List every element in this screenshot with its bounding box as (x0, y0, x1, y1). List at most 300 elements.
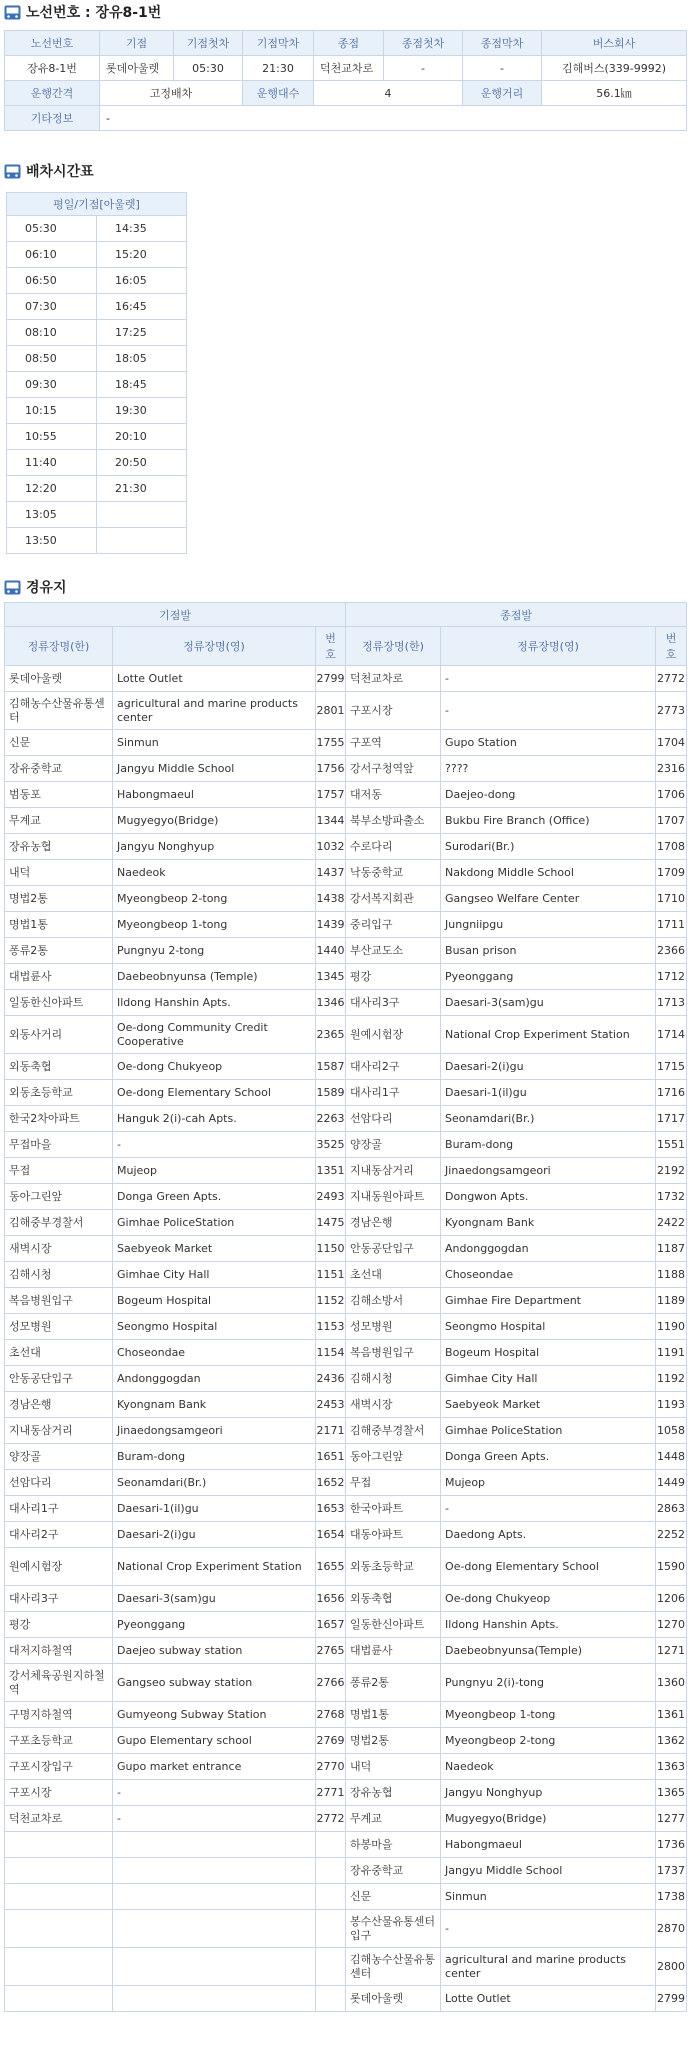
table-row (5, 1638, 687, 1664)
table-row (5, 1080, 687, 1106)
stop-name-kr: 대사리3구 (5, 1586, 113, 1612)
table-row (5, 1612, 687, 1638)
stop-number: 2772 (316, 1806, 346, 1832)
stop-name-kr (5, 1986, 113, 2012)
stop-name-en: Ildong Hanshin Apts. (441, 1612, 656, 1638)
table-row (5, 860, 687, 886)
stop-name-en: - (113, 1132, 316, 1158)
col-company: 버스회사 (542, 31, 687, 56)
count-label: 운행대수 (243, 81, 314, 106)
stop-name-en: Saebyeok Market (441, 1392, 656, 1418)
stop-name-kr (5, 1884, 113, 1910)
stop-number (316, 1884, 346, 1910)
table-row (5, 808, 687, 834)
stop-number: 1712 (656, 964, 687, 990)
stop-name-kr: 롯데아울렛 (346, 1986, 441, 2012)
stop-number: 1190 (656, 1314, 687, 1340)
stop-name-en: Mujeop (441, 1470, 656, 1496)
col-kr-terminal: 정류장명(한) (346, 627, 441, 666)
stop-number: 1706 (656, 782, 687, 808)
departure-time: 18:05 (97, 346, 187, 372)
stop-name-kr: 한국아파트 (346, 1496, 441, 1522)
stop-name-kr: 경남은행 (5, 1392, 113, 1418)
stop-number: 1277 (656, 1806, 687, 1832)
stop-number: 1655 (316, 1548, 346, 1586)
stop-number: 1711 (656, 912, 687, 938)
stop-name-kr: 성모병원 (5, 1314, 113, 1340)
schedule-row (7, 372, 187, 398)
group-origin-header: 기점발 (5, 603, 346, 627)
schedule-heading (4, 161, 690, 181)
stop-name-kr: 안동공단입구 (5, 1366, 113, 1392)
departure-time: 08:50 (7, 346, 97, 372)
route-info-header-row (5, 31, 687, 56)
stop-name-en: Buram-dong (113, 1444, 316, 1470)
terminal-last-value: - (463, 56, 542, 81)
table-row (5, 834, 687, 860)
stop-name-kr: 양장골 (5, 1444, 113, 1470)
stop-name-kr: 원예시험장 (5, 1548, 113, 1586)
stop-name-kr: 장유농협 (346, 1780, 441, 1806)
schedule-row (7, 294, 187, 320)
stop-number: 2772 (656, 666, 687, 692)
stop-number: 1587 (316, 1054, 346, 1080)
stop-name-en: - (113, 1806, 316, 1832)
col-terminal: 종점 (314, 31, 384, 56)
stop-number: 2316 (656, 756, 687, 782)
col-kr-origin: 정류장명(한) (5, 627, 113, 666)
schedule-row (7, 242, 187, 268)
stop-number: 1058 (656, 1418, 687, 1444)
col-no-terminal: 번호 (656, 627, 687, 666)
stop-number: 1365 (656, 1780, 687, 1806)
stop-name-kr: 퐁류2통 (346, 1664, 441, 1702)
stop-name-en: Hanguk 2(i)-cah Apts. (113, 1106, 316, 1132)
table-row (5, 1470, 687, 1496)
stop-name-en: Seonamdari(Br.) (113, 1470, 316, 1496)
stop-name-kr: 내덕 (5, 860, 113, 886)
table-row (5, 1728, 687, 1754)
stop-name-kr: 김해농수산물유통센터 (5, 692, 113, 730)
stop-name-en: Naedeok (113, 860, 316, 886)
col-en-terminal: 정류장명(영) (441, 627, 656, 666)
departure-time: 20:50 (97, 450, 187, 476)
stop-name-en: Seonamdari(Br.) (441, 1106, 656, 1132)
stop-name-en: Choseondae (441, 1262, 656, 1288)
stop-name-kr: 덕천교차로 (346, 666, 441, 692)
stop-number: 1351 (316, 1158, 346, 1184)
schedule-table (6, 192, 187, 554)
table-row (5, 1366, 687, 1392)
stop-number: 1710 (656, 886, 687, 912)
stop-name-kr: 평강 (5, 1612, 113, 1638)
table-row (5, 1184, 687, 1210)
stop-name-kr: 대사리3구 (346, 990, 441, 1016)
stop-name-en: Mugyegyo(Bridge) (113, 808, 316, 834)
table-row (5, 1158, 687, 1184)
stop-number: 1657 (316, 1612, 346, 1638)
departure-time: 09:30 (7, 372, 97, 398)
stop-name-en: Bogeum Hospital (113, 1288, 316, 1314)
stop-name-en: Jungniipgu (441, 912, 656, 938)
table-row (5, 1548, 687, 1586)
stop-number: 1191 (656, 1340, 687, 1366)
stop-number: 1590 (656, 1548, 687, 1586)
bus-icon (4, 164, 21, 179)
stop-name-kr: 외동초등학교 (5, 1080, 113, 1106)
stop-number: 1756 (316, 756, 346, 782)
stop-number: 1153 (316, 1314, 346, 1340)
stop-name-kr: 동아그린앞 (346, 1444, 441, 1470)
col-terminal-first: 종점첫차 (384, 31, 463, 56)
stop-number: 1755 (316, 730, 346, 756)
distance-value: 56.1㎞ (542, 81, 687, 106)
table-row (5, 1806, 687, 1832)
table-row (5, 912, 687, 938)
stop-name-en: Gupo Elementary school (113, 1728, 316, 1754)
stop-name-en: Daesari-1(il)gu (113, 1496, 316, 1522)
stop-number: 2436 (316, 1366, 346, 1392)
bus-icon (4, 580, 21, 595)
departure-time: 06:50 (7, 268, 97, 294)
stop-name-kr: 일동한신아파트 (5, 990, 113, 1016)
stop-name-kr: 일동한신아파트 (346, 1612, 441, 1638)
stop-number: 1708 (656, 834, 687, 860)
stop-name-kr: 평강 (346, 964, 441, 990)
stop-number: 1189 (656, 1288, 687, 1314)
schedule-row (7, 398, 187, 424)
departure-time: 15:20 (97, 242, 187, 268)
table-row (5, 1754, 687, 1780)
stop-name-en: Gimhae PoliceStation (441, 1418, 656, 1444)
stop-name-kr: 구포역 (346, 730, 441, 756)
stop-number: 2263 (316, 1106, 346, 1132)
stop-name-kr (5, 1832, 113, 1858)
departure-time: 16:45 (97, 294, 187, 320)
departure-time: 06:10 (7, 242, 97, 268)
stop-name-en: Oe-dong Elementary School (441, 1548, 656, 1586)
schedule-row (7, 320, 187, 346)
stop-name-en: Jinaedongsamgeori (113, 1418, 316, 1444)
route-heading (4, 577, 690, 597)
departure-time: 10:15 (7, 398, 97, 424)
stop-number: 2252 (656, 1522, 687, 1548)
stop-number: 1738 (656, 1884, 687, 1910)
stop-number: 2863 (656, 1496, 687, 1522)
stop-name-kr: 무계교 (5, 808, 113, 834)
stop-name-en (113, 1884, 316, 1910)
route-info-etc-row (5, 106, 687, 131)
route-info-table (4, 30, 687, 131)
schedule-row (7, 450, 187, 476)
table-row (5, 1948, 687, 1986)
table-row (5, 1236, 687, 1262)
interval-value: 고정배차 (100, 81, 243, 106)
schedule-row (7, 528, 187, 554)
departure-time: 07:30 (7, 294, 97, 320)
departure-time: 18:45 (97, 372, 187, 398)
stop-name-en: Sinmun (441, 1884, 656, 1910)
stop-number: 1206 (656, 1586, 687, 1612)
departure-time: 13:50 (7, 528, 97, 554)
stop-number: 1032 (316, 834, 346, 860)
stop-name-en: Daebeobnyunsa(Temple) (441, 1638, 656, 1664)
stop-name-en: Andonggogdan (441, 1236, 656, 1262)
stop-number: 1270 (656, 1612, 687, 1638)
stop-number: 1192 (656, 1366, 687, 1392)
stop-name-en (113, 1858, 316, 1884)
stop-name-kr: 지내동삼거리 (5, 1418, 113, 1444)
stop-name-en: Jangyu Middle School (113, 756, 316, 782)
stop-name-en: Surodari(Br.) (441, 834, 656, 860)
stop-name-en: Gupo Station (441, 730, 656, 756)
stop-name-kr: 대법륜사 (5, 964, 113, 990)
stop-number: 1440 (316, 938, 346, 964)
stop-name-kr: 대사리1구 (346, 1080, 441, 1106)
stop-name-kr: 새벽시장 (5, 1236, 113, 1262)
stop-name-en: agricultural and marine products center (113, 692, 316, 730)
stop-number: 1345 (316, 964, 346, 990)
stop-number: 1448 (656, 1444, 687, 1470)
stop-name-en: Oe-dong Community Credit Cooperative (113, 1016, 316, 1054)
col-origin-first: 기점첫차 (174, 31, 243, 56)
stop-number: 1151 (316, 1262, 346, 1288)
table-row (5, 1340, 687, 1366)
table-row (5, 1780, 687, 1806)
stop-name-kr: 구명지하철역 (5, 1702, 113, 1728)
stop-name-en (113, 1986, 316, 2012)
stop-name-en: Daejeo subway station (113, 1638, 316, 1664)
stop-name-en: Daejeo-dong (441, 782, 656, 808)
stop-number: 2366 (656, 938, 687, 964)
stop-name-kr: 대저동 (346, 782, 441, 808)
stop-name-kr: 내덕 (346, 1754, 441, 1780)
terminal-first-value: - (384, 56, 463, 81)
stop-number: 2769 (316, 1728, 346, 1754)
stop-name-en: Gimhae City Hall (441, 1366, 656, 1392)
stop-number: 1150 (316, 1236, 346, 1262)
stop-number: 1437 (316, 860, 346, 886)
stop-name-kr: 중리입구 (346, 912, 441, 938)
table-row (5, 1418, 687, 1444)
stop-number: 1187 (656, 1236, 687, 1262)
stop-number: 1363 (656, 1754, 687, 1780)
stop-number: 2801 (316, 692, 346, 730)
schedule-row (7, 476, 187, 502)
stop-name-kr: 낙동중학교 (346, 860, 441, 886)
stop-name-en: - (441, 1910, 656, 1948)
stop-name-en: Donga Green Apts. (113, 1184, 316, 1210)
stop-name-kr: 지내동삼거리 (346, 1158, 441, 1184)
stop-name-en: Pungnyu 2(i)-tong (441, 1664, 656, 1702)
table-row (5, 1016, 687, 1054)
departure-time: 16:05 (97, 268, 187, 294)
stop-name-en: Jinaedongsamgeori (441, 1158, 656, 1184)
schedule-row (7, 346, 187, 372)
departure-time: 13:05 (7, 502, 97, 528)
stop-name-kr: 초선대 (5, 1340, 113, 1366)
table-row (5, 1132, 687, 1158)
stop-name-en: Daesari-2(i)gu (113, 1522, 316, 1548)
table-row (5, 1986, 687, 2012)
stop-name-en: Habongmaeul (113, 782, 316, 808)
stop-name-kr: 무계교 (346, 1806, 441, 1832)
route-info-value-row (5, 56, 687, 81)
stop-name-kr: 선암다리 (5, 1470, 113, 1496)
schedule-row (7, 424, 187, 450)
stop-number: 2766 (316, 1664, 346, 1702)
stop-name-kr (5, 1858, 113, 1884)
stop-name-kr: 구포시장입구 (5, 1754, 113, 1780)
stop-name-en: - (113, 1780, 316, 1806)
stop-name-kr: 동아그린앞 (5, 1184, 113, 1210)
departure-time (97, 502, 187, 528)
stop-number: 1449 (656, 1470, 687, 1496)
table-row (5, 1702, 687, 1728)
stop-name-en: Ildong Hanshin Apts. (113, 990, 316, 1016)
stop-name-en: Kyongnam Bank (113, 1392, 316, 1418)
departure-time: 10:55 (7, 424, 97, 450)
stop-name-kr: 복음병원입구 (346, 1340, 441, 1366)
stop-name-kr: 명법1통 (346, 1702, 441, 1728)
schedule-row (7, 502, 187, 528)
col-origin: 기점 (100, 31, 174, 56)
stop-name-en: Daedong Apts. (441, 1522, 656, 1548)
departure-time: 17:25 (97, 320, 187, 346)
stop-number: 1362 (656, 1728, 687, 1754)
stop-name-en: Sinmun (113, 730, 316, 756)
stop-name-en: Mugyegyo(Bridge) (441, 1806, 656, 1832)
stop-number: 1732 (656, 1184, 687, 1210)
stop-name-kr: 명법2통 (5, 886, 113, 912)
stop-number: 1438 (316, 886, 346, 912)
stop-name-en: Lotte Outlet (113, 666, 316, 692)
stop-name-kr: 외동축협 (346, 1586, 441, 1612)
stop-name-kr: 장유중학교 (5, 756, 113, 782)
schedule-row (7, 216, 187, 242)
table-row (5, 1586, 687, 1612)
stop-name-en: Daesari-1(il)gu (441, 1080, 656, 1106)
stop-name-kr: 김해시청 (346, 1366, 441, 1392)
stop-name-en: Gimhae PoliceStation (113, 1210, 316, 1236)
departure-time: 21:30 (97, 476, 187, 502)
stop-name-kr: 무접마을 (5, 1132, 113, 1158)
departure-time: 12:20 (7, 476, 97, 502)
stop-number: 1651 (316, 1444, 346, 1470)
stop-name-kr: 성모병원 (346, 1314, 441, 1340)
table-row (5, 1054, 687, 1080)
stop-name-kr: 신문 (346, 1884, 441, 1910)
stop-name-en: Pungnyu 2-tong (113, 938, 316, 964)
stop-number: 1439 (316, 912, 346, 938)
origin-first-value: 05:30 (174, 56, 243, 81)
stop-number: 2770 (316, 1754, 346, 1780)
stop-name-kr: 무접 (346, 1470, 441, 1496)
stop-number: 1193 (656, 1392, 687, 1418)
stop-name-en: Jangyu Nonghyup (441, 1780, 656, 1806)
stop-number: 1716 (656, 1080, 687, 1106)
route-stops-table (4, 602, 687, 2012)
stop-number: 2773 (656, 692, 687, 730)
count-value: 4 (314, 81, 463, 106)
stop-name-en: Daebeobnyunsa (Temple) (113, 964, 316, 990)
table-row (5, 756, 687, 782)
stop-name-kr: 안동공단입구 (346, 1236, 441, 1262)
stop-name-en: Lotte Outlet (441, 1986, 656, 2012)
route-title: 경유지 (26, 580, 67, 596)
stop-number: 1715 (656, 1054, 687, 1080)
stop-number: 1704 (656, 730, 687, 756)
stop-name-en: Oe-dong Elementary School (113, 1080, 316, 1106)
stop-name-en: Gimhae Fire Department (441, 1288, 656, 1314)
stop-name-en: Myeongbeop 2-tong (441, 1728, 656, 1754)
stop-name-en: Saebyeok Market (113, 1236, 316, 1262)
stop-name-kr: 대저지하철역 (5, 1638, 113, 1664)
stop-number: 1344 (316, 808, 346, 834)
stop-name-en: Daesari-3(sam)gu (441, 990, 656, 1016)
stop-number: 2453 (316, 1392, 346, 1418)
stop-number: 2493 (316, 1184, 346, 1210)
stop-number: 2771 (316, 1780, 346, 1806)
stop-number: 2870 (656, 1910, 687, 1948)
departure-time: 19:30 (97, 398, 187, 424)
stop-name-kr: 복음병원입구 (5, 1288, 113, 1314)
stop-name-en: Mujeop (113, 1158, 316, 1184)
stop-name-en: - (441, 666, 656, 692)
stop-name-kr: 새벽시장 (346, 1392, 441, 1418)
stop-number: 3525 (316, 1132, 346, 1158)
stop-name-en: Seongmo Hospital (441, 1314, 656, 1340)
stop-number (316, 1858, 346, 1884)
table-row (5, 886, 687, 912)
stop-name-en: Pyeonggang (113, 1612, 316, 1638)
stop-name-kr: 양장골 (346, 1132, 441, 1158)
schedule-header: 평일/기점[아울렛] (7, 193, 187, 216)
stop-name-kr: 구포초등학교 (5, 1728, 113, 1754)
departure-time (97, 528, 187, 554)
schedule-row (7, 268, 187, 294)
stop-number (316, 1986, 346, 2012)
route-info-title: 노선번호 : 장유8-1번 (26, 5, 162, 21)
stop-name-en: Donga Green Apts. (441, 1444, 656, 1470)
stop-name-kr: 무접 (5, 1158, 113, 1184)
table-row (5, 938, 687, 964)
stop-name-kr: 수로다리 (346, 834, 441, 860)
table-row (5, 1522, 687, 1548)
route-no-value: 장유8-1번 (5, 56, 100, 81)
stop-number: 2800 (656, 1948, 687, 1986)
stop-name-kr (5, 1910, 113, 1948)
stop-name-kr: 장유중학교 (346, 1858, 441, 1884)
stop-number: 2765 (316, 1638, 346, 1664)
col-route-no: 노선번호 (5, 31, 100, 56)
stop-name-kr: 경남은행 (346, 1210, 441, 1236)
stop-number: 1152 (316, 1288, 346, 1314)
stop-name-en: Gumyeong Subway Station (113, 1702, 316, 1728)
stop-name-en: Bukbu Fire Branch (Office) (441, 808, 656, 834)
table-row (5, 964, 687, 990)
col-en-origin: 정류장명(영) (113, 627, 316, 666)
stop-number (316, 1910, 346, 1948)
table-row (5, 692, 687, 730)
col-no-origin: 번호 (316, 627, 346, 666)
stop-name-kr: 외동사거리 (5, 1016, 113, 1054)
stop-name-kr: 퐁류2통 (5, 938, 113, 964)
terminal-value: 덕천교차로 (314, 56, 384, 81)
stop-name-en: Daesari-2(i)gu (441, 1054, 656, 1080)
stop-number: 1589 (316, 1080, 346, 1106)
stop-name-en (113, 1832, 316, 1858)
